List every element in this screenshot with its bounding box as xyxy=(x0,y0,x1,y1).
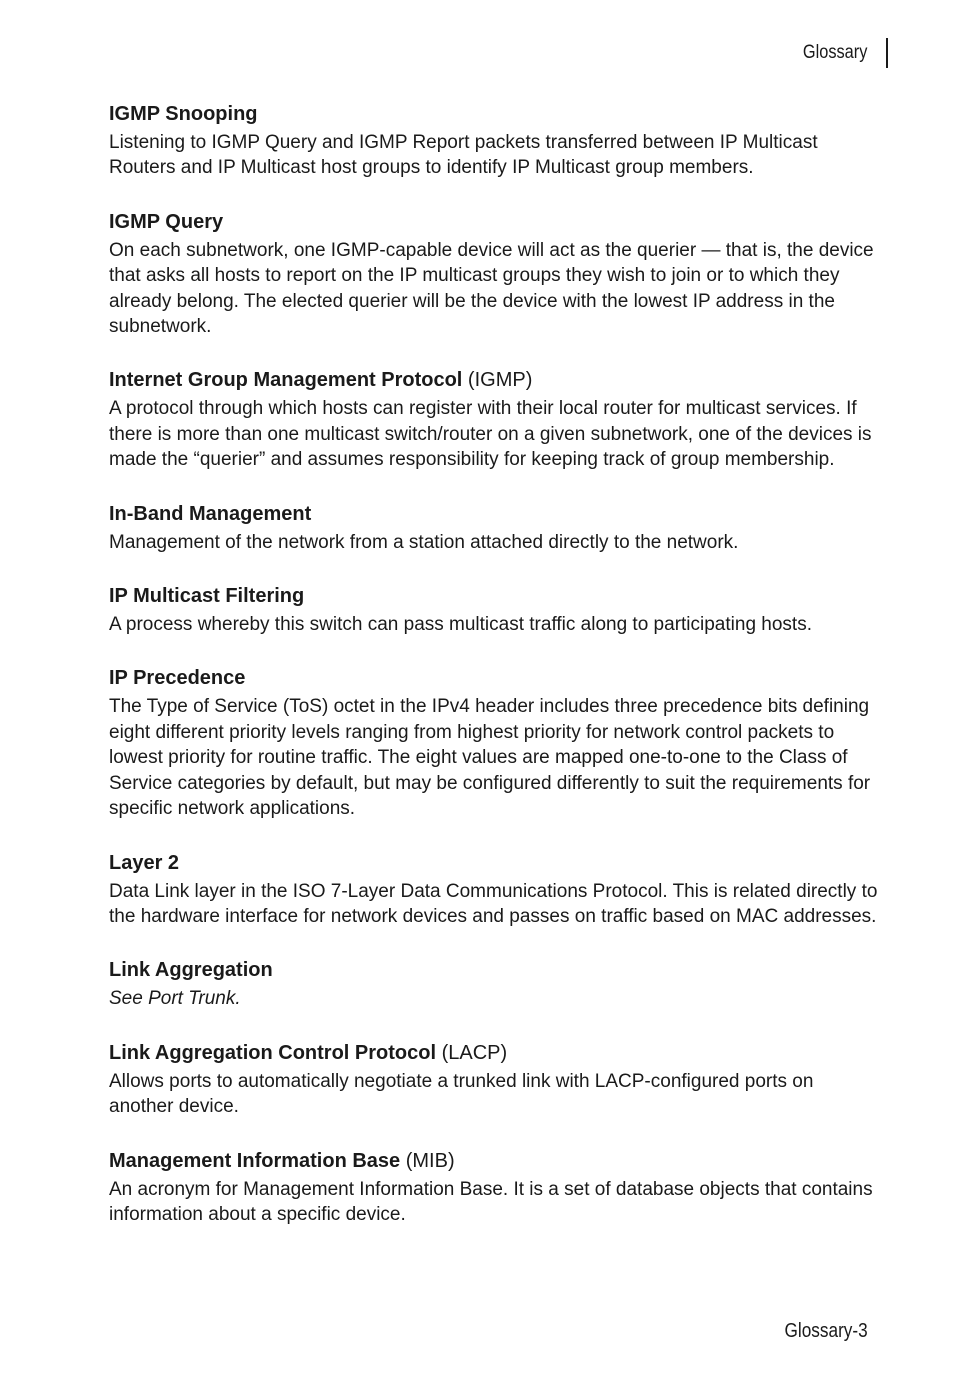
glossary-definition: An acronym for Management Information Base. It is a set of database objects that contains information about a specific device. xyxy=(109,1178,873,1225)
page-number: Glossary-3 xyxy=(784,1320,868,1342)
glossary-definition: A process whereby this switch can pass multicast traffic along to participating hosts. xyxy=(109,614,812,636)
glossary-term xyxy=(109,664,879,692)
glossary-term xyxy=(109,500,879,528)
term-name: In-Band Management xyxy=(109,502,312,525)
glossary-entry-igmp-query xyxy=(109,208,879,340)
glossary-term xyxy=(109,100,879,128)
glossary-entry-igmp-snooping xyxy=(109,100,879,181)
glossary-term xyxy=(109,1039,879,1067)
glossary-definition: The Type of Service (ToS) octet in the IPv4 header includes three precedence bits defining eight different priority levels ranging from highest priority for network control packets to lowest priority for routine traffic. The eight values are mapped one-to-one to the Class of Service categories by default, but may be configured differently to suit the requirements for specific network applications. xyxy=(109,696,871,820)
header-rule xyxy=(886,38,888,68)
glossary-term xyxy=(109,849,879,877)
term-name: Management Information Base xyxy=(109,1149,401,1172)
term-abbreviation: (MIB) xyxy=(400,1149,455,1172)
term-name: IP Multicast Filtering xyxy=(109,585,305,608)
glossary-content xyxy=(109,100,879,1254)
glossary-definition: Allows ports to automatically negotiate a trunked link with LACP-configured ports on another device. xyxy=(109,1070,814,1118)
glossary-entry-ip-multicast-filtering xyxy=(109,582,879,637)
term-name: Layer 2 xyxy=(109,851,180,874)
glossary-definition: A protocol through which hosts can register with their local router for multicast services. If there is more than one multicast switch/router on a given subnetwork, one of the devices is made the “querier” and assumes responsibility for keeping track of group membership. xyxy=(109,398,872,471)
term-name: IP Precedence xyxy=(109,667,246,690)
glossary-definition: Listening to IGMP Query and IGMP Report packets transferred between IP Multicast Routers and IP Multicast host groups to identify IP Multicast group members. xyxy=(109,132,818,179)
term-name: Internet Group Management Protocol xyxy=(109,369,463,392)
glossary-term xyxy=(109,1147,879,1175)
running-header: Glossary xyxy=(802,42,868,63)
term-name: IGMP Snooping xyxy=(109,103,258,125)
glossary-term xyxy=(109,956,879,984)
term-name: Link Aggregation Control Protocol xyxy=(109,1041,437,1064)
term-name: Link Aggregation xyxy=(109,959,273,982)
glossary-term xyxy=(109,582,879,610)
glossary-entry-link-aggregation xyxy=(109,956,879,1011)
term-abbreviation: (IGMP) xyxy=(462,369,533,392)
glossary-entry-ip-precedence xyxy=(109,664,879,821)
glossary-entry-lacp xyxy=(109,1039,879,1120)
glossary-entry-layer-2 xyxy=(109,849,879,930)
glossary-term xyxy=(109,208,879,236)
glossary-term xyxy=(109,366,879,394)
glossary-definition: Management of the network from a station attached directly to the network. xyxy=(109,531,739,553)
glossary-entry-mib xyxy=(109,1147,879,1228)
glossary-entry-in-band-management xyxy=(109,500,879,555)
glossary-entry-igmp xyxy=(109,366,879,472)
glossary-definition: Data Link layer in the ISO 7-Layer Data Communications Protocol. This is related directly to the hardware interface for network devices and passes on traffic based on MAC addresses. xyxy=(109,880,878,927)
glossary-definition-cross-reference: See Port Trunk. xyxy=(109,988,241,1010)
term-abbreviation: (LACP) xyxy=(436,1041,508,1064)
glossary-definition: On each subnetwork, one IGMP-capable device will act as the querier — that is, the device that asks all hosts to report on the IP multicast groups they wish to join or to which they already belong. The elected querier will be the device with the lowest IP address in the subnetwork. xyxy=(109,239,874,338)
term-name: IGMP Query xyxy=(109,210,224,233)
